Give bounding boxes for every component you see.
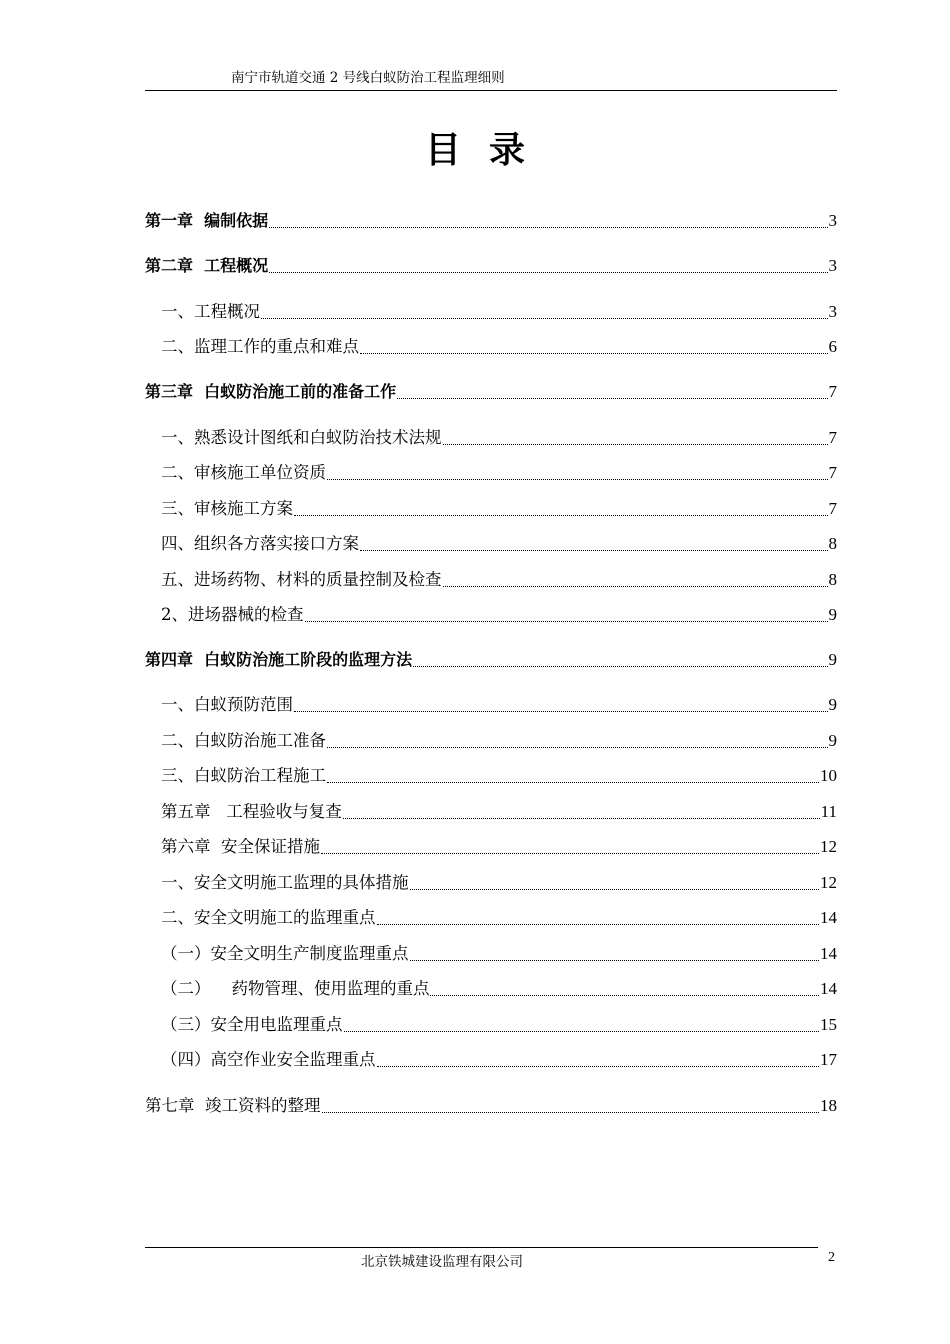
- toc-page-number: 18: [820, 1096, 837, 1115]
- toc-dot-leader: [430, 995, 819, 996]
- toc-dot-leader: [327, 782, 819, 783]
- toc-page-number: 9: [828, 605, 837, 624]
- toc-dot-leader: [294, 515, 828, 516]
- toc-entry-chapter-5[interactable]: [161, 797, 837, 823]
- toc-page-number: 8: [828, 534, 837, 553]
- toc-entry-label: 一、工程概况: [161, 302, 260, 321]
- toc-title: 目录: [424, 130, 553, 171]
- toc-entry-section[interactable]: [161, 297, 837, 323]
- toc-entry-chapter-2[interactable]: [145, 251, 837, 277]
- toc-dot-leader: [294, 711, 828, 712]
- toc-entry-label: 一、安全文明施工监理的具体措施: [161, 873, 409, 892]
- toc-page-number: 14: [820, 908, 837, 927]
- toc-entry-label: 第五章 工程验收与复查: [161, 802, 342, 821]
- toc-dot-leader: [413, 666, 827, 667]
- toc-page-number: 11: [820, 802, 837, 821]
- toc-dot-leader: [261, 318, 828, 319]
- toc-entry-subsection[interactable]: [161, 1045, 837, 1071]
- toc-dot-leader: [410, 960, 820, 961]
- toc-entry-label: 第七章 竣工资料的整理: [145, 1096, 321, 1115]
- toc-entry-label: 第一章 编制依据: [145, 211, 269, 230]
- page-header: [145, 64, 837, 91]
- toc-entry-chapter-4[interactable]: [145, 645, 837, 671]
- toc-dot-leader: [377, 1066, 820, 1067]
- toc-page-number: 7: [828, 463, 837, 482]
- toc-entry-label: 第六章 安全保证措施: [161, 837, 320, 856]
- toc-dot-leader: [443, 444, 828, 445]
- toc-page-number: 3: [828, 211, 837, 230]
- toc-page-number: 6: [828, 337, 837, 356]
- toc-entry-section[interactable]: [161, 761, 837, 787]
- toc-entry-subsection[interactable]: [161, 939, 837, 965]
- toc-page-number: 9: [828, 731, 837, 750]
- toc-entry-label: 2、进场器械的检查: [161, 605, 304, 624]
- toc-dot-leader: [410, 889, 820, 890]
- toc-entry-label: （四）高空作业安全监理重点: [161, 1050, 376, 1069]
- toc-entry-label: 二、监理工作的重点和难点: [161, 337, 359, 356]
- toc-entry-subsection[interactable]: [161, 1010, 837, 1036]
- toc-entry-section[interactable]: [161, 868, 837, 894]
- toc-entry-chapter-6[interactable]: [161, 832, 837, 858]
- toc-dot-leader: [269, 227, 827, 228]
- toc-dot-leader: [327, 747, 828, 748]
- toc-page-number: 12: [820, 873, 837, 892]
- toc-page-number: 14: [820, 979, 837, 998]
- toc-dot-leader: [321, 853, 819, 854]
- toc-page-number: 3: [828, 302, 837, 321]
- toc-entry-label: 三、审核施工方案: [161, 499, 293, 518]
- toc-entry-section[interactable]: [161, 458, 837, 484]
- toc-entry-subsection[interactable]: [161, 974, 837, 1000]
- toc-dot-leader: [305, 621, 828, 622]
- toc-entry-label: 第三章 白蚁防治施工前的准备工作: [145, 382, 397, 401]
- toc-page-number: 7: [828, 428, 837, 447]
- toc-entry-label: （三）安全用电监理重点: [161, 1015, 343, 1034]
- page-footer: [145, 1247, 818, 1270]
- toc-dot-leader: [360, 353, 828, 354]
- toc-entry-section[interactable]: [161, 423, 837, 449]
- toc-entry-chapter-7[interactable]: [145, 1091, 837, 1117]
- toc-page-number: 17: [820, 1050, 837, 1069]
- toc-dot-leader: [344, 1031, 820, 1032]
- toc-entry-label: （二） 药物管理、使用监理的重点: [161, 979, 430, 998]
- toc-entry-chapter-3[interactable]: [145, 377, 837, 403]
- toc-dot-leader: [343, 818, 820, 819]
- toc-page-number: 10: [820, 766, 837, 785]
- toc-page-number: 14: [820, 944, 837, 963]
- toc-entry-section[interactable]: [161, 600, 837, 626]
- toc-entry-label: 一、熟悉设计图纸和白蚁防治技术法规: [161, 428, 442, 447]
- toc-page-number: 7: [828, 382, 837, 401]
- footer-company: 北京铁城建设监理有限公司: [361, 1254, 523, 1270]
- toc-entry-label: 二、白蚁防治施工准备: [161, 731, 326, 750]
- toc-page-number: 9: [828, 650, 837, 669]
- toc-entry-label: （一）安全文明生产制度监理重点: [161, 944, 409, 963]
- toc-entry-chapter-1[interactable]: [145, 206, 837, 232]
- toc-entry-section[interactable]: [161, 903, 837, 929]
- toc-page-number: 12: [820, 837, 837, 856]
- toc-entry-section[interactable]: [161, 726, 837, 752]
- toc-entry-label: 五、进场药物、材料的质量控制及检查: [161, 570, 442, 589]
- toc-page-number: 7: [828, 499, 837, 518]
- toc-entry-label: 四、组织各方落实接口方案: [161, 534, 359, 553]
- toc-entry-section[interactable]: [161, 494, 837, 520]
- toc-entry-label: 第二章 工程概况: [145, 256, 269, 275]
- toc-dot-leader: [360, 550, 828, 551]
- toc-entry-label: 一、白蚁预防范围: [161, 695, 293, 714]
- toc-dot-leader: [443, 586, 828, 587]
- toc-entry-label: 二、审核施工单位资质: [161, 463, 326, 482]
- toc-page-number: 15: [820, 1015, 837, 1034]
- toc-dot-leader: [377, 924, 820, 925]
- toc-entry-section[interactable]: [161, 529, 837, 555]
- toc-entry-section[interactable]: [161, 690, 837, 716]
- header-title: 南宁市轨道交通 2 号线白蚁防治工程监理细则: [231, 70, 505, 86]
- toc-entry-label: 三、白蚁防治工程施工: [161, 766, 326, 785]
- toc-dot-leader: [397, 398, 827, 399]
- toc-page-number: 8: [828, 570, 837, 589]
- toc-page-number: 3: [828, 256, 837, 275]
- toc-page-number: 9: [828, 695, 837, 714]
- toc-entry-label: 第四章 白蚁防治施工阶段的监理方法: [145, 650, 413, 669]
- toc-entry-section[interactable]: [161, 565, 837, 591]
- toc-dot-leader: [269, 272, 827, 273]
- toc-dot-leader: [327, 479, 828, 480]
- toc-entry-label: 二、安全文明施工的监理重点: [161, 908, 376, 927]
- footer-page-number: 2: [828, 1250, 835, 1265]
- toc-dot-leader: [322, 1112, 820, 1113]
- toc-entry-section[interactable]: [161, 332, 837, 358]
